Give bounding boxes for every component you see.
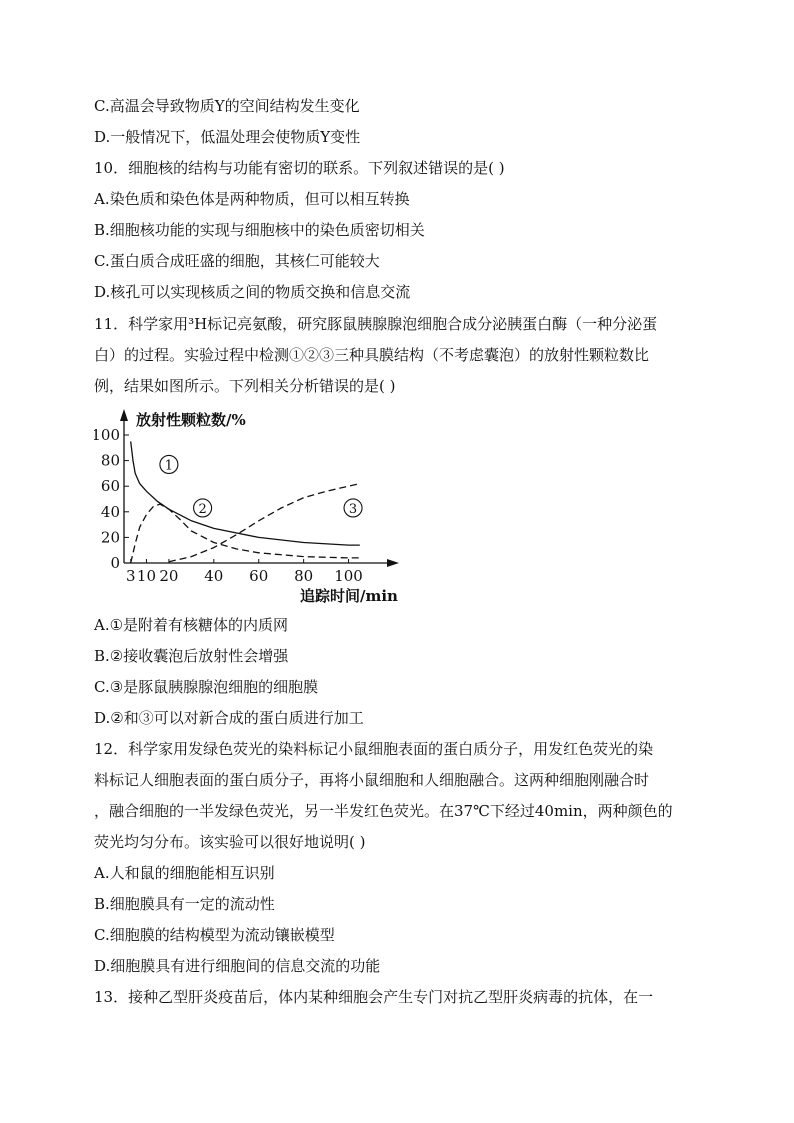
option-text: D.核孔可以实现核质之间的物质交换和信息交流: [94, 283, 411, 301]
x-tick-label: 100: [334, 567, 363, 585]
option-text: B.②接收囊泡后放射性会增强: [94, 647, 289, 665]
x-tick-label: 10: [136, 567, 157, 585]
question-text: 白）的过程。实验过程中检测①②③三种具膜结构（不考虑囊泡）的放射性颗粒数比: [94, 346, 650, 364]
question-text: 12．科学家用发绿色荧光的染料标记小鼠细胞表面的蛋白质分子，用发红色荧光的染: [94, 740, 654, 758]
option-text: A.人和鼠的细胞能相互识别: [94, 864, 275, 882]
question-text: 料标记人细胞表面的蛋白质分子，再将小鼠细胞和人细胞融合。这两种细胞刚融合时: [94, 771, 650, 789]
option-text: B.细胞膜具有一定的流动性: [94, 895, 275, 913]
question-text: 例，结果如图所示。下列相关分析错误的是( ): [94, 377, 396, 395]
option-text: B.细胞核功能的实现与细胞核中的染色质密切相关: [94, 221, 425, 239]
x-tick-label: 60: [249, 567, 269, 585]
option-text: C.蛋白质合成旺盛的细胞，其核仁可能较大: [94, 252, 380, 270]
option-text: C.细胞膜的结构模型为流动镶嵌模型: [94, 926, 335, 944]
y-axis-arrow: [120, 409, 128, 421]
series-label: 2: [198, 501, 207, 517]
option-text: A.染色质和染色体是两种物质，但可以相互转换: [94, 190, 410, 208]
question-text: 荧光均匀分布。该实验可以很好地说明( ): [94, 833, 366, 851]
y-tick-label: 0: [110, 554, 120, 572]
chart-svg: [94, 405, 414, 605]
x-tick-label: 80: [294, 567, 314, 585]
y-tick-label: 40: [100, 502, 120, 521]
x-axis-arrow: [387, 559, 399, 567]
option-text: C.高温会导致物质Y的空间结构发生变化: [94, 97, 360, 115]
y-tick-label: 80: [100, 451, 120, 470]
question-text: 10．细胞核的结构与功能有密切的联系。下列叙述错误的是( ): [94, 159, 505, 177]
x-tick-label: 3: [125, 567, 136, 585]
question-text: 11．科学家用³H标记亮氨酸，研究豚鼠胰腺腺泡细胞合成分泌胰蛋白酶（一种分泌蛋: [94, 315, 658, 333]
series-label: 3: [348, 501, 358, 517]
x-axis-label: 追踪时间/min: [300, 587, 398, 605]
y-tick-label: 20: [100, 528, 120, 547]
y-tick-label: 100: [94, 426, 120, 444]
series-label: 1: [164, 458, 174, 474]
y-axis-label: 放射性颗粒数/%: [136, 411, 246, 429]
question-text: 13．接种乙型肝炎疫苗后，体内某种细胞会产生专门对抗乙型肝炎病毒的抗体，在一: [94, 988, 654, 1006]
option-text: A.①是附着有核糖体的内质网: [94, 616, 289, 634]
option-text: D.一般情况下，低温处理会使物质Y变性: [94, 128, 361, 146]
x-tick-label: 40: [204, 567, 224, 585]
x-tick-label: 20: [159, 567, 179, 585]
series-line-2: [131, 501, 360, 563]
y-tick-label: 60: [100, 477, 120, 496]
question-text: ，融合细胞的一半发绿色荧光，另一半发红色荧光。在37℃下经过40min，两种颜色的: [94, 802, 673, 820]
radioactivity-chart: [94, 405, 414, 605]
option-text: C.③是豚鼠胰腺腺泡细胞的细胞膜: [94, 678, 319, 696]
option-text: D.细胞膜具有进行细胞间的信息交流的功能: [94, 957, 381, 975]
option-text: D.②和③可以对新合成的蛋白质进行加工: [94, 709, 364, 727]
